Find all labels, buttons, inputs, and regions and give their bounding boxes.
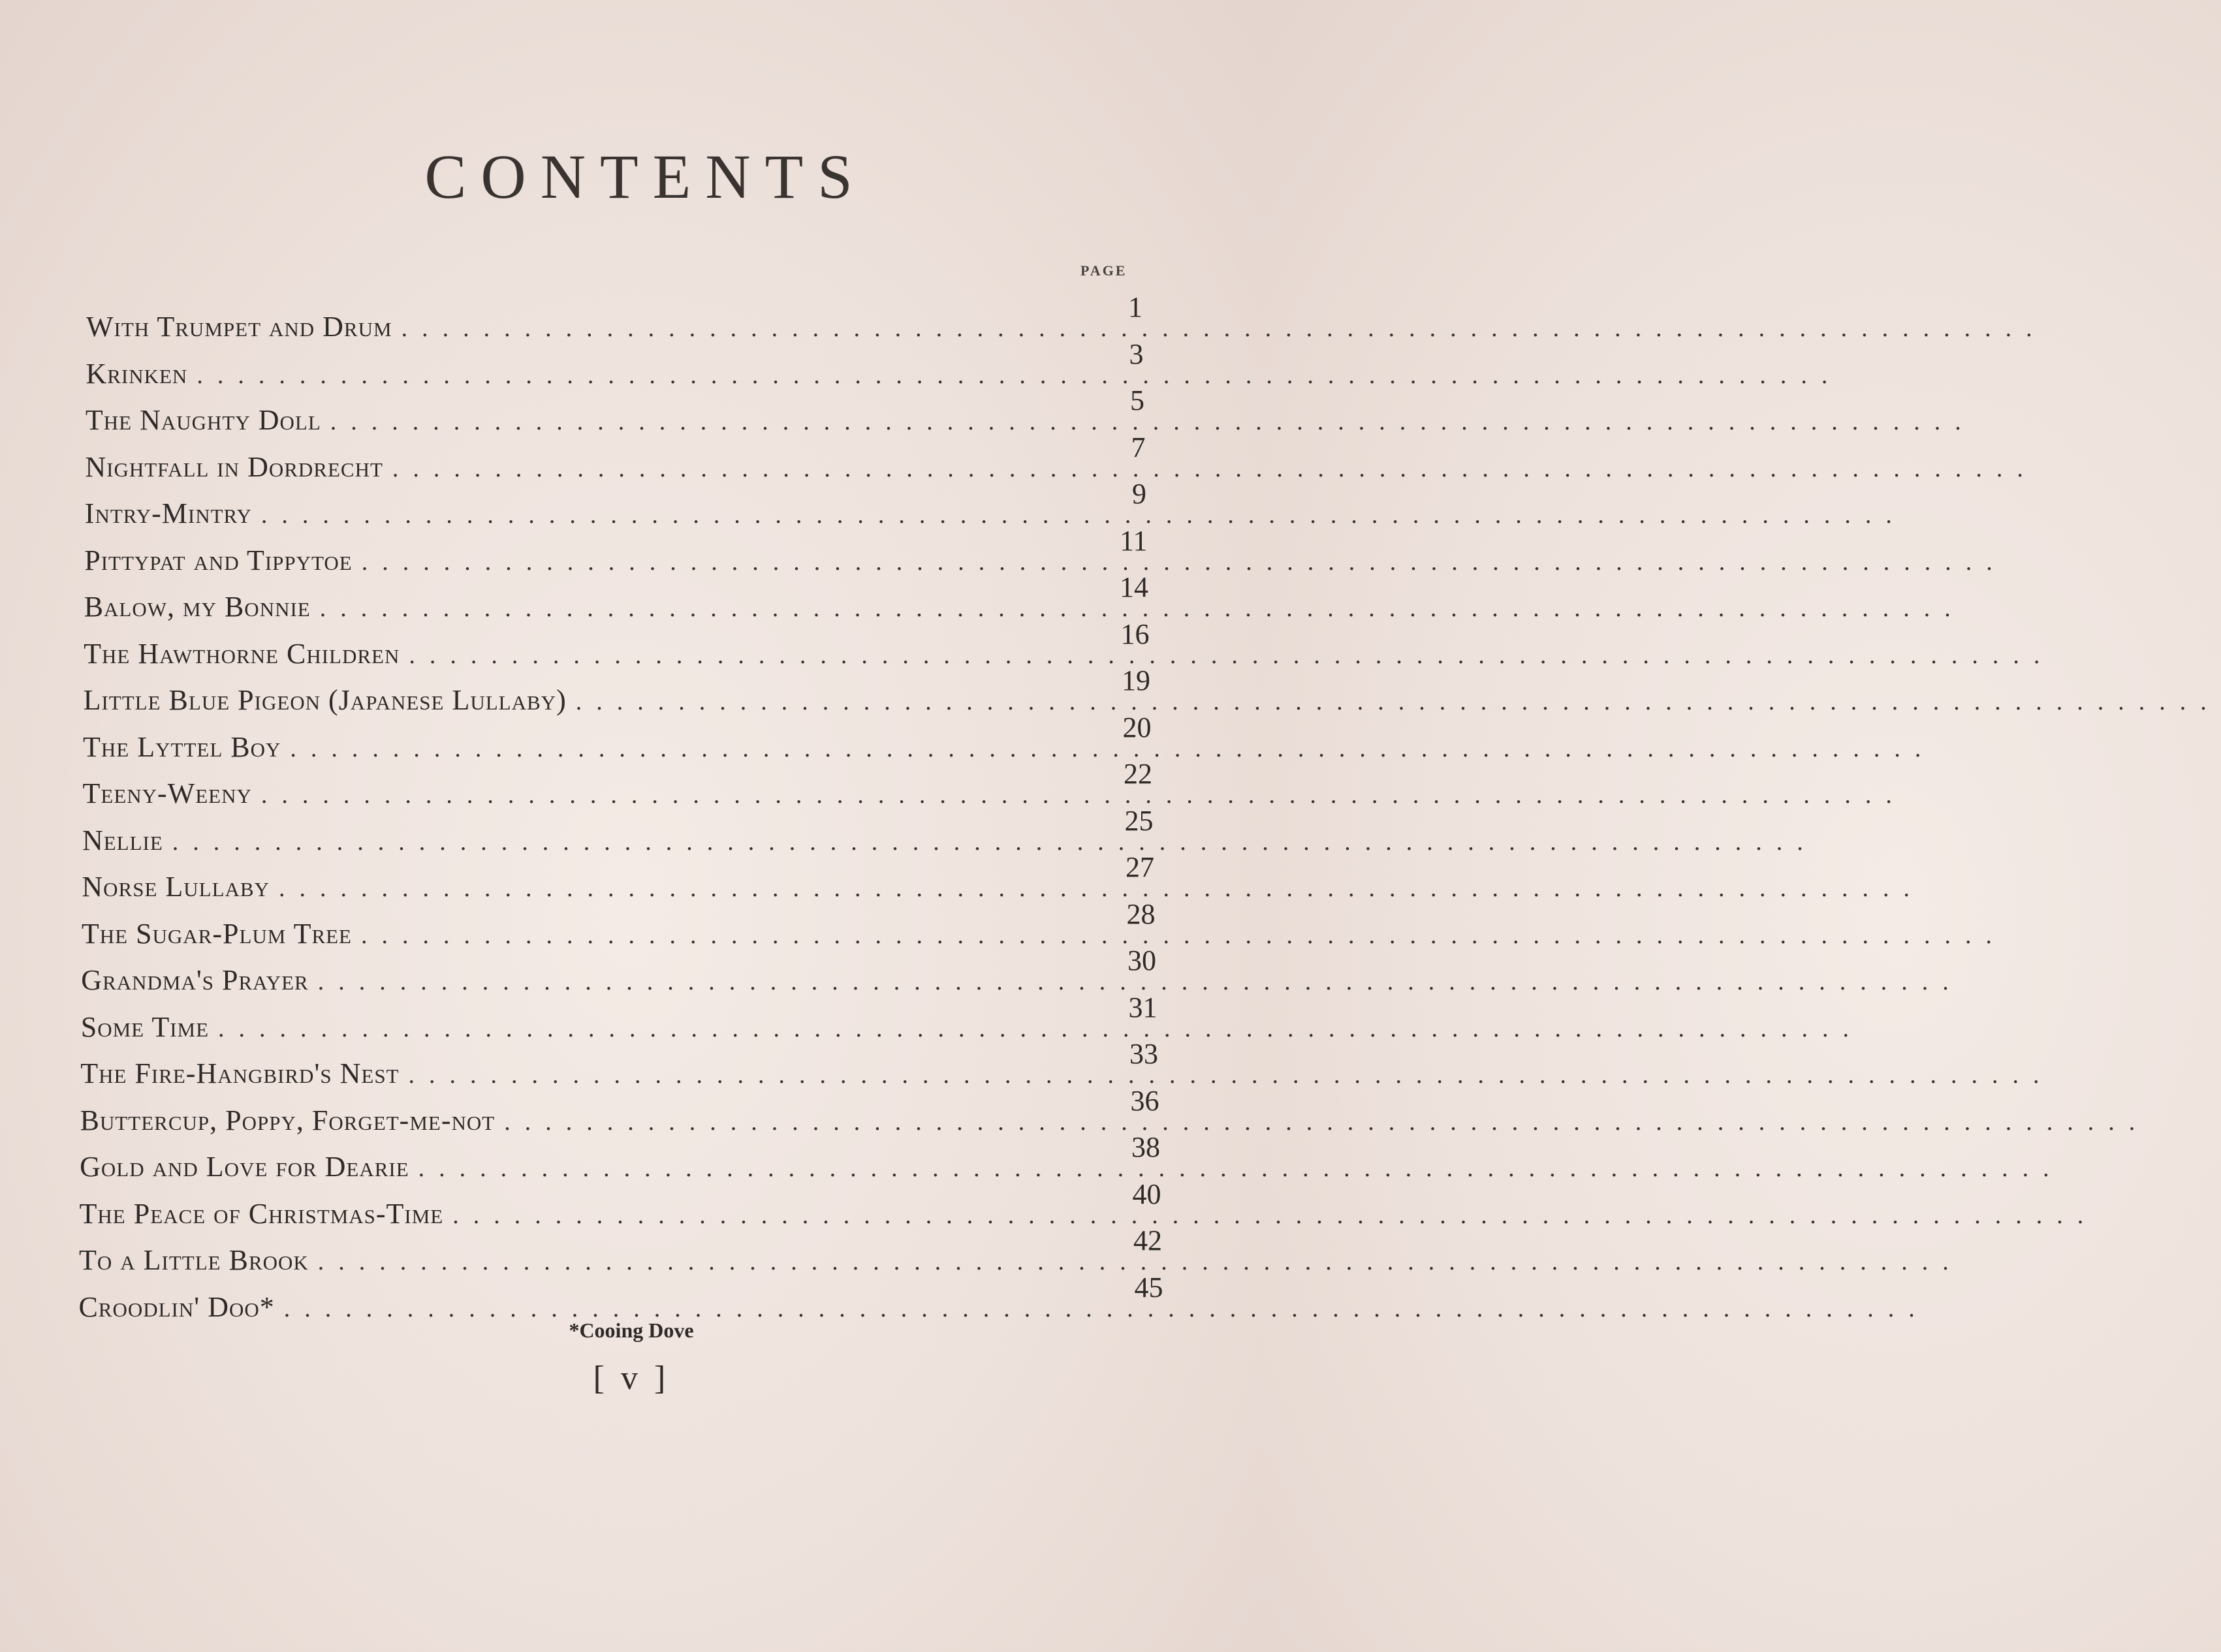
toc-entry <box>83 683 2221 723</box>
toc-entry <box>84 637 2055 676</box>
page-number: [ v ] <box>593 1360 670 1397</box>
toc-entry <box>80 1150 2064 1189</box>
toc-entry-page: 45 <box>1134 1271 1163 1303</box>
toc-entry <box>82 870 1924 909</box>
toc-leader-dots: ................................................................................ <box>361 548 2007 576</box>
toc-entry-page: 19 <box>1122 664 1150 696</box>
toc-leader-dots: ................................................................................ <box>361 921 2006 949</box>
toc-entry-page: 11 <box>1120 524 1148 557</box>
toc-entry-title: To a Little Brook <box>79 1244 309 1276</box>
toc-entry-page: 9 <box>1132 478 1146 510</box>
toc-entry-page: 27 <box>1126 851 1154 883</box>
toc-leader-dots: ................................................................................ <box>408 1061 2054 1089</box>
toc-leader-dots: ................................................................................ <box>283 1294 1929 1322</box>
toc-entry-title: Grandma's Prayer <box>81 964 309 996</box>
footnote: *Cooing Dove <box>569 1318 694 1342</box>
toc-entry-title: The Lyttel Boy <box>83 730 281 763</box>
toc-entry-page: 42 <box>1133 1224 1162 1256</box>
toc-entry-page: 28 <box>1126 897 1156 930</box>
toc-leader-dots: ................................................................................ <box>260 781 1906 809</box>
toc-leader-dots: ................................................................................ <box>330 408 1976 435</box>
toc-entry-page: 14 <box>1120 571 1148 603</box>
toc-entry <box>86 357 1842 396</box>
toc-entry <box>80 1104 2150 1143</box>
toc-entry-title: The Peace of Christmas-Time <box>79 1197 444 1230</box>
toc-entry-title: The Sugar-Plum Tree <box>81 917 352 950</box>
toc-entry <box>80 1057 2054 1096</box>
toc-leader-dots: ................................................................................ <box>260 501 1906 529</box>
toc-entry <box>85 450 2038 490</box>
toc-entry <box>80 1010 1864 1050</box>
toc-entry-title: Gold and Love for Dearie <box>80 1151 409 1183</box>
toc-entry-page: 25 <box>1124 804 1154 837</box>
toc-leader-dots: ................................................................................ <box>218 1014 1864 1042</box>
toc-entry-title: Krinken <box>86 357 188 390</box>
page-title: CONTENTS <box>424 142 867 211</box>
toc-leader-dots: ................................................................................ <box>401 315 2047 342</box>
toc-entry-title: Teeny-Weeny <box>82 777 252 809</box>
toc-entry-page: 7 <box>1131 431 1146 463</box>
toc-entry <box>81 917 2006 956</box>
toc-leader-dots: ................................................................................ <box>290 734 1936 762</box>
toc-entry <box>84 544 2007 583</box>
toc-entry-title: Nightfall in Dordrecht <box>85 450 383 483</box>
toc-entry-page: 30 <box>1127 944 1156 976</box>
toc-entry-title: Pittypat and Tippytoe <box>84 544 353 576</box>
toc-entry <box>84 497 1906 536</box>
toc-entry <box>84 590 1965 629</box>
toc-entry-title: Norse Lullaby <box>82 871 270 903</box>
toc-entry <box>79 1197 2098 1236</box>
toc-entry <box>83 730 1936 770</box>
toc-entry-page: 20 <box>1122 711 1152 743</box>
toc-leader-dots: ................................................................................ <box>418 1155 2064 1182</box>
toc-entry-title: The Fire-Hangbird's Nest <box>80 1057 400 1089</box>
toc-entry-title: With Trumpet and Drum <box>86 311 392 343</box>
toc-entry-title: Balow, my Bonnie <box>84 591 311 623</box>
toc-entry-title: The Naughty Doll <box>85 404 321 436</box>
toc-leader-dots: ................................................................................ <box>197 361 1842 389</box>
toc-entry-title: Intry-Mintry <box>84 497 252 529</box>
toc-entry-page: 31 <box>1128 991 1158 1023</box>
toc-entry <box>81 963 1963 1003</box>
toc-entry-page: 33 <box>1129 1038 1158 1070</box>
toc-leader-dots: ................................................................................ <box>317 968 1963 995</box>
toc-entry-title: The Hawthorne Children <box>84 637 400 670</box>
toc-leader-dots: ................................................................................ <box>504 1108 2150 1136</box>
toc-entry-page: 22 <box>1124 758 1152 790</box>
toc-entry-page: 16 <box>1120 617 1150 650</box>
toc-entry-title: Little Blue Pigeon (Japanese Lullaby) <box>83 684 567 716</box>
toc-entry-page: 36 <box>1130 1084 1159 1117</box>
toc-entry-page: 5 <box>1130 384 1144 416</box>
toc-entry-page: 38 <box>1131 1131 1160 1163</box>
toc-entry-title: Croodlin' Doo* <box>78 1290 275 1323</box>
toc-leader-dots: ................................................................................ <box>575 688 2221 715</box>
toc-entry <box>79 1243 1963 1283</box>
toc-leader-dots: ................................................................................ <box>392 454 2038 482</box>
toc-entry <box>86 310 2047 349</box>
toc-leader-dots: ................................................................................ <box>319 595 1965 622</box>
toc-leader-dots: ................................................................................ <box>172 828 1818 856</box>
toc-leader-dots: ................................................................................ <box>317 1248 1963 1275</box>
toc-entry-title: Nellie <box>82 824 163 856</box>
toc-entry-title: Some Time <box>80 1010 210 1043</box>
toc-entry-title: Buttercup, Poppy, Forget-me-not <box>80 1104 496 1136</box>
toc-entry <box>82 824 1818 863</box>
toc-leader-dots: ................................................................................ <box>452 1201 2098 1229</box>
toc-leader-dots: ................................................................................ <box>409 641 2055 669</box>
toc-entry-page: 40 <box>1132 1177 1161 1210</box>
toc-entry <box>82 777 1906 816</box>
toc-entry-page: 1 <box>1128 291 1142 323</box>
toc-entry <box>85 403 1976 443</box>
toc-leader-dots: ................................................................................ <box>279 875 1924 902</box>
toc-entry-page: 3 <box>1129 337 1144 370</box>
page-column-label: PAGE <box>1080 262 1127 279</box>
